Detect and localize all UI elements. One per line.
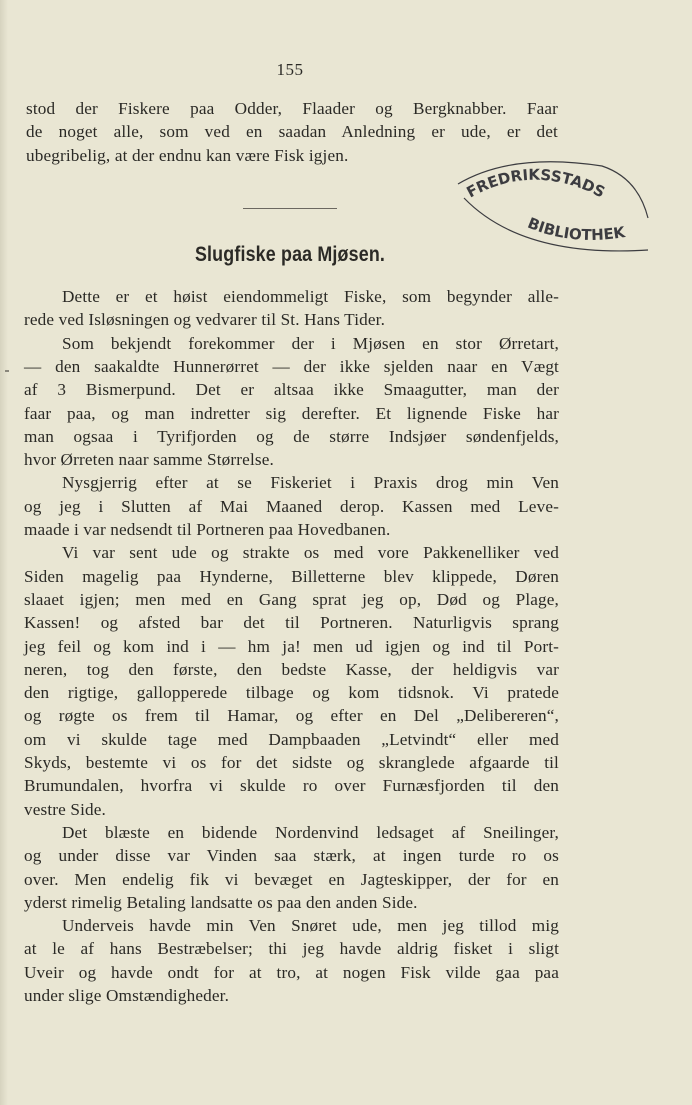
text-line: slaaet igjen; men med en Gang sprat jeg op, Død og Plage, xyxy=(24,589,559,609)
text-line: over. Men endelig fik vi bevæget en Jagteskipper, der for en xyxy=(24,869,559,889)
paragraph-first-line: Nysgjerrig efter at se Fiskeriet i Praxis drog min Ven xyxy=(62,473,559,493)
text-line: de noget alle, som ved en saadan Anledning er ude, er det xyxy=(26,122,558,141)
section-divider xyxy=(243,208,337,209)
page-edge xyxy=(0,0,8,1105)
text-line: Siden magelig paa Hynderne, Billetterne blev klippede, Døren xyxy=(24,566,559,586)
paragraph-first-line: Som bekjendt forekommer der i Mjøsen en stor Ørretart, xyxy=(62,333,559,353)
stamp-text-bottom: BIBLIOTHEK xyxy=(525,213,627,245)
text-line: og jeg i Slutten af Mai Maaned derop. Kassen med Leve- xyxy=(24,496,559,516)
text-line: faar paa, og man indretter sig derefter. Et lignende Fiske har xyxy=(24,403,559,423)
text-line: maade i var nedsendt til Portneren paa Hovedbanen. xyxy=(24,520,391,539)
stamp-text-top: FREDRIKSSTADS xyxy=(463,165,608,202)
margin-mark xyxy=(5,370,9,372)
text-line: jeg feil og kom ind i — hm ja! men ud igjen og ind til Port- xyxy=(24,636,559,656)
text-line: Uveir og havde ondt for at tro, at nogen Fisk vilde gaa paa xyxy=(24,962,559,982)
paragraph-first-line: Underveis havde min Ven Snøret ude, men jeg tillod mig xyxy=(62,916,559,936)
text-line: stod der Fiskere paa Odder, Flaader og Bergknabber. Faar xyxy=(26,99,558,118)
text-line: rede ved Isløsningen og vedvarer til St. Hans Tider. xyxy=(24,310,386,330)
text-line: og røgte os frem til Hamar, og efter en Del „Delibereren“, xyxy=(24,706,559,726)
text-line: man ogsaa i Tyrifjorden og de større Indsjøer søndenfjelds, xyxy=(24,426,559,446)
text-line: ubegribelig, at der endnu kan være Fisk igjen. xyxy=(26,146,349,165)
paragraph-first-line: Vi var sent ude og strakte os med vore Pakkenelliker ved xyxy=(62,543,559,563)
text-line: den rigtige, gallopperede tilbage og kom tidsnok. Vi pratede xyxy=(24,683,559,703)
text-line: at le af hans Bestræbelser; thi jeg havde aldrig fisket i sligt xyxy=(24,939,559,959)
paragraph-first-line: Dette er et høist eiendommeligt Fiske, som begynder alle- xyxy=(62,287,559,306)
text-line: yderst rimelig Betaling landsatte os paa den anden Side. xyxy=(24,892,418,912)
text-line: Skyds, bestemte vi os for det sidste og skranglede afgaarde til xyxy=(24,753,559,772)
page-number: 155 xyxy=(276,60,304,79)
section-heading: Slugfiske paa Mjøsen. xyxy=(194,243,386,266)
text-line: vestre Side. xyxy=(24,799,106,819)
text-line: om vi skulde tage med Dampbaaden „Letvindt“ eller med xyxy=(24,729,559,749)
paragraph-first-line: Det blæste en bidende Nordenvind ledsaget af Sneilinger, xyxy=(62,822,559,842)
text-line: hvor Ørreten naar samme Størrelse. xyxy=(24,450,274,470)
text-line: og under disse var Vinden saa stærk, at ingen turde ro os xyxy=(24,846,559,866)
text-line: Kassen! og afsted bar det til Portneren. Naturligvis sprang xyxy=(24,613,559,633)
text-line: Brumundalen, hvorfra vi skulde ro over Furnæsfjorden til den xyxy=(24,776,559,796)
text-line: — den saakaldte Hunnerørret — der ikke sjelden naar en Vægt xyxy=(24,356,559,376)
text-line: neren, tog den første, den bedste Kasse, der heldigvis var xyxy=(24,659,559,679)
text-line: under slige Omstændigheder. xyxy=(24,986,230,1005)
text-line: af 3 Bismerpund. Det er altsaa ikke Smaagutter, man der xyxy=(24,380,559,400)
